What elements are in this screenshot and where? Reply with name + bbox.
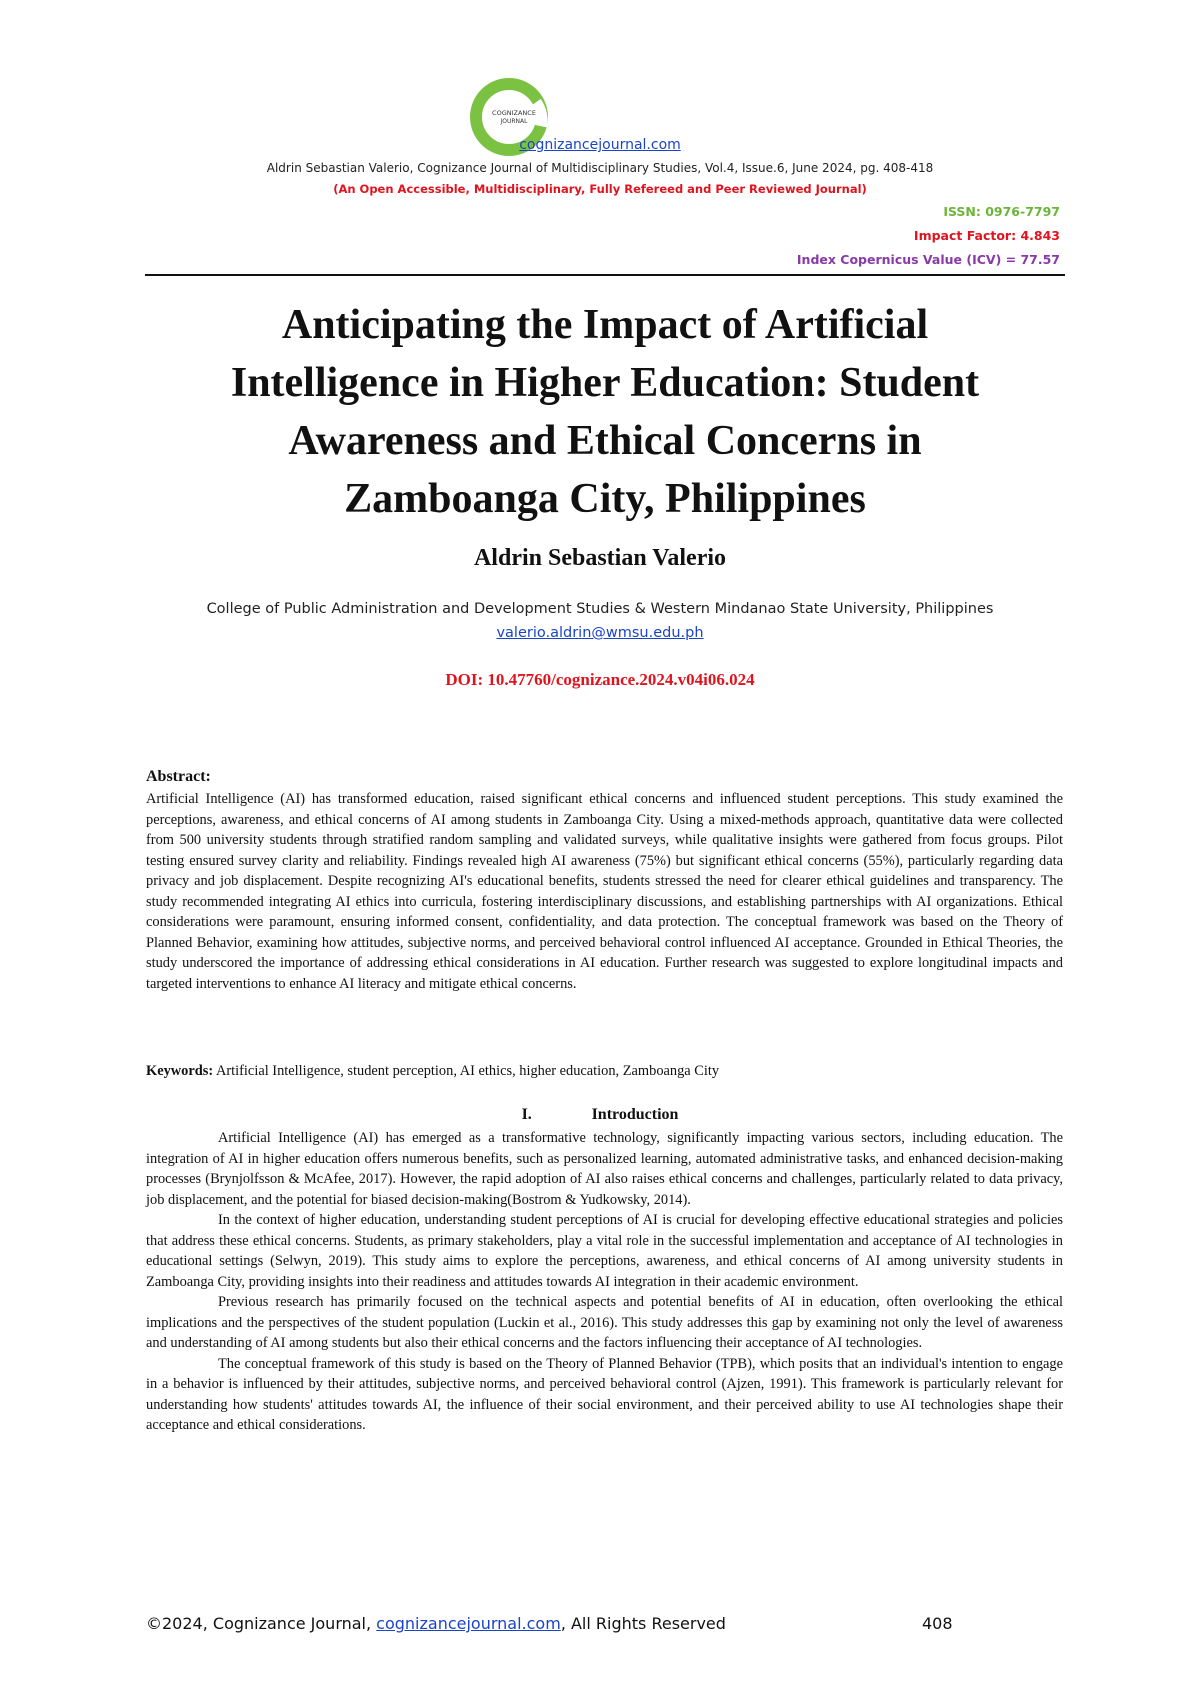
section-number: I. [521, 1106, 532, 1123]
keywords [146, 1061, 1063, 1081]
keywords-text: Artificial Intelligence, student perception, AI ethics, higher education, Zamboanga City [213, 1063, 720, 1079]
author-email-link[interactable]: valerio.aldrin@wmsu.edu.ph [496, 625, 704, 641]
page-footer [146, 1614, 726, 1633]
footer-rights: , All Rights Reserved [560, 1614, 726, 1633]
icv-value: Index Copernicus Value (ICV) = 77.57 [796, 252, 1060, 267]
author-affiliation: College of Public Administration and Development Studies & Western Mindanao State University, Philippines [206, 601, 994, 617]
paragraph: Previous research has primarily focused on the technical aspects and potential benefits of AI in education, often overlooking the ethical implications and the perspectives of the student population (Luckin et al., 2016). This study addresses this gap by examining not only the level of awareness and understanding of AI among students but also their ethical concerns and the factors influencing their acceptance of AI technologies. [146, 1294, 1063, 1351]
paragraph: The conceptual framework of this study is based on the Theory of Planned Behavior (TPB), which posits that an individual's intention to engage in a behavior is influenced by their attitudes, subjective norms, and perceived behavioral control (Ajzen, 1991). This framework is particularly relevant for understanding how students' attitudes towards AI, the influence of their social environment, and their perceived ability to use AI technologies shape their acceptance and ethical considerations. [146, 1355, 1063, 1433]
citation-line: Aldrin Sebastian Valerio, Cognizance Journal of Multidisciplinary Studies, Vol.4, Issue.6, June 2024, pg. 408-418 [266, 161, 934, 175]
header-divider [145, 274, 1065, 276]
paragraph: In the context of higher education, understanding student perceptions of AI is crucial for developing effective educational strategies and policies that address these ethical concerns. Students, as primary stakeholders, play a vital role in the successful implementation and acceptance of AI technologies in educational settings (Selwyn, 2019). This study aims to explore the perceptions, awareness, and ethical concerns of AI among university students in Zamboanga City, providing insights into their readiness and attitudes towards AI integration in their academic environment. [146, 1212, 1063, 1290]
title-line: Awareness and Ethical Concerns in [288, 418, 922, 464]
doi-link[interactable]: DOI: 10.47760/cognizance.2024.v04i06.024 [445, 670, 755, 689]
title-line: Intelligence in Higher Education: Student [230, 360, 980, 406]
impact-factor: Impact Factor: 4.843 [913, 228, 1060, 243]
section-title: Introduction [591, 1106, 679, 1123]
issn: ISSN: 0976-7797 [943, 204, 1060, 219]
page-number: 408 [922, 1614, 953, 1633]
abstract-heading: Abstract: [146, 768, 211, 785]
section-heading-introduction [0, 1106, 1200, 1124]
abstract-text: Artificial Intelligence (AI) has transformed education, raised significant ethical concerns and influenced student perceptions. This study examined the perceptions, awareness, and ethical concerns of AI among students in Zamboanga City. Using a mixed-methods approach, quantitative data were collected from 500 university students through stratified random sampling and validated surveys, while qualitative insights were gathered from focus groups. Pilot testing ensured survey clarity and reliability. Findings revealed high AI awareness (75%) but significant ethical concerns (55%), particularly regarding data privacy and job displacement. Despite recognizing AI's educational benefits, students stressed the need for clearer ethical guidelines and transparency. The study recommended integrating AI ethics into curricula, fostering interdisciplinary discussions, and establishing partnerships with AI organizations. Ethical considerations were paramount, ensuring informed consent, confidentiality, and data protection. The conceptual framework was based on the Theory of Planned Behavior, examining how attitudes, subjective norms, and perceived behavioral control influenced AI acceptance. Grounded in Ethical Theories, the study underscored the importance of addressing ethical considerations in AI education. Further research was suggested to explore longitudinal impacts and targeted interventions to enhance AI literacy and mitigate ethical concerns. [146, 791, 1063, 992]
introduction-body [146, 1128, 1063, 1436]
journal-site-link[interactable]: cognizancejournal.com [519, 137, 681, 153]
logo-text-line-2: JOURNAL [500, 118, 528, 125]
open-access-note: (An Open Accessible, Multidisciplinary, Fully Refereed and Peer Reviewed Journal) [333, 182, 867, 196]
paper-title [130, 296, 1080, 528]
keywords-label: Keywords: [146, 1063, 214, 1079]
footer-site-link[interactable]: cognizancejournal.com [376, 1614, 561, 1633]
title-line: Zamboanga City, Philippines [344, 476, 866, 522]
footer-copyright: ©2024, Cognizance Journal, [146, 1614, 377, 1633]
author-name: Aldrin Sebastian Valerio [473, 545, 727, 571]
logo-text-line-1: COGNIZANCE [492, 109, 536, 117]
paragraph: Artificial Intelligence (AI) has emerged as a transformative technology, significantly impacting various sectors, including education. The integration of AI in higher education offers numerous benefits, such as personalized learning, automated administrative tasks, and enhanced decision-making processes (Brynjolfsson & McAfee, 2017). However, the rapid adoption of AI also raises ethical concerns and challenges, particularly related to data privacy, job displacement, and the potential for biased decision-making(Bostrom & Yudkowsky, 2014). [146, 1130, 1063, 1208]
title-line: Anticipating the Impact of Artificial [281, 302, 929, 348]
